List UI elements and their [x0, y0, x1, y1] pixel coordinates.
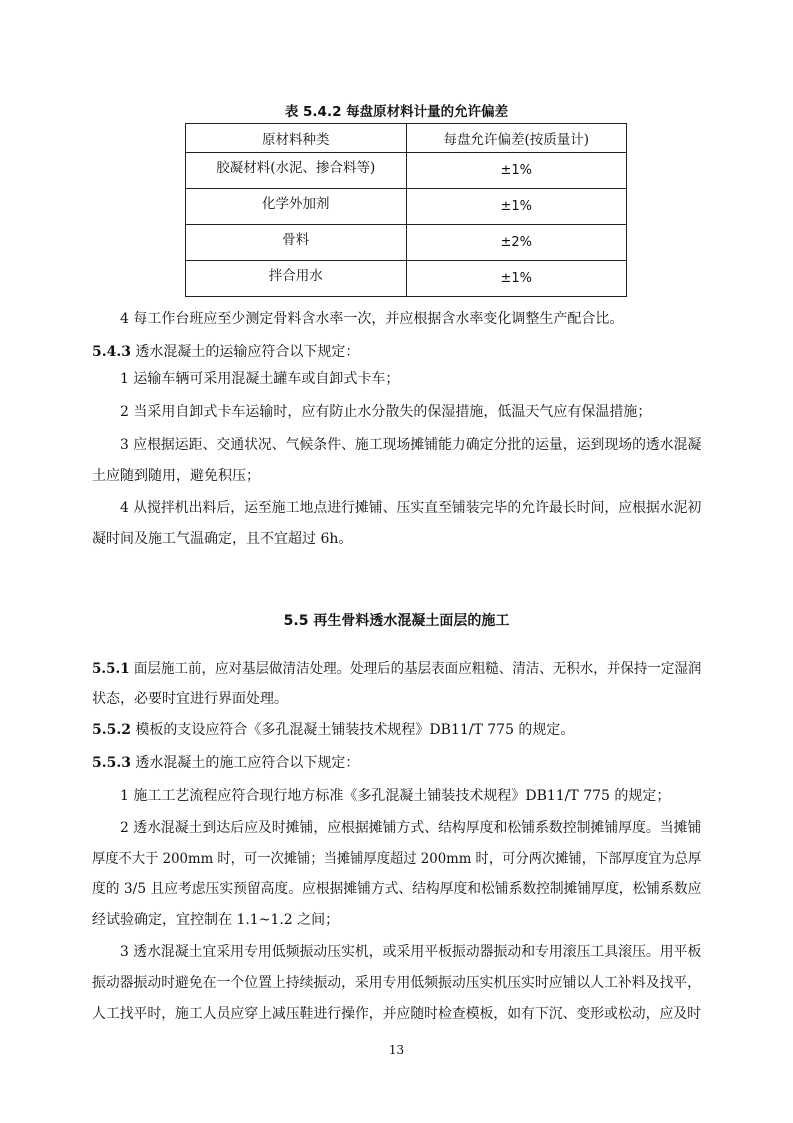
list-item-continued: 土应随到随用，避免积压； [92, 468, 260, 484]
list-item: 3 应根据运距、交通状况、气候条件、施工现场摊铺能力确定分批的运量，运到现场的透水混凝 [120, 437, 702, 453]
paragraph-line: 状态，必要时宜进行界面处理。 [92, 691, 288, 707]
clause-number: 5.5.1 [92, 661, 130, 677]
list-item-continued: 人工找平时，施工人员应穿上减压鞋进行操作，并应随时检查模板，如有下沉、变形或松动，应及时 [92, 1006, 701, 1022]
tolerance-table [185, 123, 627, 297]
list-item-continued: 度的 3/5 且应考虑压实预留高度。应根据摊铺方式、结构厚度和松铺系数控制摊铺厚度，松铺系数应 [92, 881, 702, 897]
clause-number: 5.5.3 [92, 755, 131, 771]
clause-5-5-2 [92, 721, 574, 739]
clause-text: 模板的支设应符合《多孔混凝土铺装技术规程》DB11/T 775 的规定。 [130, 722, 575, 738]
clause-number: 5.4.3 [92, 344, 131, 360]
table-row [186, 225, 627, 261]
section-heading: 5.5 再生骨料透水混凝土面层的施工 [283, 613, 510, 629]
list-item-continued: 振动器振动时避免在一个位置上持续振动，采用专用低频振动压实机压实时应铺以人工补料及找平， [92, 975, 701, 991]
list-item-continued: 厚度不大于 200mm 时，可一次摊铺；当摊铺厚度超过 200mm 时，可分两次摊铺，下部厚度宜为总厚 [92, 851, 702, 867]
tolerance-cell: ±1% [500, 271, 533, 286]
clause-5-4-3 [92, 343, 359, 361]
clause-5-5-3 [92, 754, 359, 772]
clause-text: 透水混凝土的施工应符合以下规定： [130, 755, 360, 771]
list-item: 4 从搅拌机出料后，运至施工地点进行摊铺、压实直至铺装完毕的允许最长时间，应根据水泥初 [120, 500, 702, 516]
list-item: 2 当采用自卸式卡车运输时，应有防止水分散失的保湿措施，低温天气应有保温措施； [120, 404, 652, 420]
paragraph-line: 4 每工作台班应至少测定骨料含水率一次，并应根据含水率变化调整生产配合比。 [120, 311, 624, 327]
material-cell: 骨料 [282, 232, 310, 248]
list-item-continued: 经试验确定，宜控制在 1.1~1.2 之间； [92, 912, 340, 928]
material-cell: 化学外加剂 [262, 196, 330, 212]
clause-text: 面层施工前，应对基层做清洁处理。处理后的基层表面应粗糙、清洁、无积水，并保持一定湿润 [129, 661, 702, 677]
clause-text: 透水混凝土的运输应符合以下规定： [130, 344, 360, 360]
tolerance-cell: ±2% [500, 235, 533, 250]
table-header-cell: 原材料种类 [186, 124, 407, 153]
list-item: 3 透水混凝土宜采用专用低频振动压实机，或采用平板振动器振动和专用滚压工具滚压。用平板 [120, 944, 702, 960]
table-row [186, 153, 627, 189]
list-item: 1 施工工艺流程应符合现行地方标准《多孔混凝土铺装技术规程》DB11/T 775 的规定； [120, 788, 671, 804]
clause-5-5-1 [92, 660, 701, 678]
table-row [186, 261, 627, 297]
material-cell: 拌合用水 [268, 268, 323, 284]
table-header-row [186, 124, 627, 153]
list-item: 1 运输车辆可采用混凝土罐车或自卸式卡车； [120, 371, 400, 387]
list-item: 2 透水混凝土到达后应及时摊铺，应根据摊铺方式、结构厚度和松铺系数控制摊铺厚度。当摊铺 [120, 820, 702, 836]
clause-number: 5.5.2 [92, 722, 131, 738]
table-header-cell: 每盘允许偏差(按质量计) [406, 124, 627, 153]
material-cell: 胶凝材料(水泥、掺合料等) [216, 160, 376, 176]
tolerance-cell: ±1% [500, 199, 533, 214]
tolerance-cell: ±1% [500, 163, 533, 178]
table-caption: 表 5.4.2 每盘原材料计量的允许偏差 [284, 104, 509, 120]
table-row [186, 189, 627, 225]
page-number: 13 [388, 1043, 405, 1057]
list-item-continued: 凝时间及施工气温确定，且不宜超过 6h。 [92, 531, 353, 547]
